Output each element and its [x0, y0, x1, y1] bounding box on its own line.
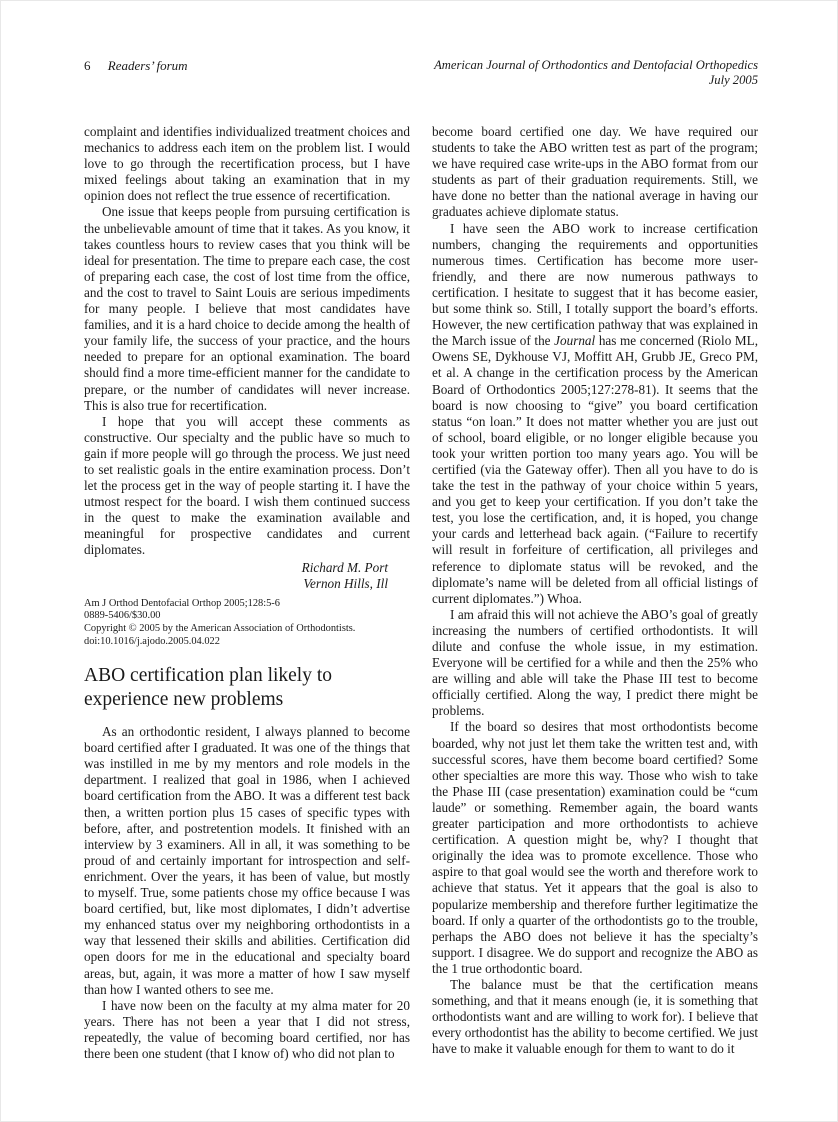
right-column — [432, 124, 758, 1062]
paragraph: As an orthodontic resident, I always planned to become board certified after I graduated. It was one of the things that was instilled in me by my mentors and role models in the department. I realized that goal in 1986, when I achieved board certification from the ABO. It was a different test back then, a written portion plus 15 cases of specific types with before, after, and postretention models. It finished with an interview by 3 examiners. All in all, it was something to be proud of and certainly important for introspection and self-enrichment. Over the years, it has been of value, but mostly to myself. True, some patients chose my office because I was board certified, but, like most diplomates, I didn’t advertise my enhanced status over my neighboring orthodontists in a way that lessened their skills and abilities. Certification did open doors for me in the educational and specialty board areas, but, again, it was more a matter of how I saw myself than how I wanted others to see me. — [84, 724, 410, 997]
paragraph: become board certified one day. We have required our students to take the ABO written test as part of the program; we have required case write-ups in the ABO format from our students as part of their graduation requirements. Still, we have done no better than the national average in having our graduates achieve diplomate status. — [432, 124, 758, 220]
paragraph: I am afraid this will not achieve the ABO’s goal of greatly increasing the numbers of certified orthodontists. It will dilute and confuse the whole issue, in my estimation. Everyone will be certified for a while and then the 25% who are willing and able will take the Phase III test to become officially certified. Along the way, I predict there might be problems. — [432, 606, 758, 719]
journal-title: American Journal of Orthodontics and Dentofacial Orthopedics — [434, 58, 758, 72]
paragraph: The balance must be that the certification means something, and that it means enough (ie, it is something that orthodontists want and are willing to work for). I believe that every orthodontist has the ability to become certified. We just have to make it valuable enough for them to want to do it — [432, 976, 758, 1057]
citation-block — [84, 598, 410, 648]
paragraph-text: I have seen the ABO work to increase certification numbers, changing the requirements and opportunities numerous times. Certification has become more user-friendly, and there are now numerous pathways to certification. I hesitate to suggest that it has become easier, but some think so. Still, I totally support the board’s efforts. However, the new certification pathway that was explained in the March issue of the — [432, 220, 758, 349]
paragraph: If the board so desires that most orthodontists become boarded, why not just let them take the written test and, with successful scores, have them become board certified? Some other specialties are more this way. Those who wish to take the Phase III (case presentation) examination could be “cum laude” or something. Remember again, the board wants greater participation and more orthodontists to achieve certification. A question might be, why? I thought that originally the idea was to promote excellence. Those who aspire to that goal would see the worth and therefore work to achieve that status. Yet it appears that the goal is also to popularize membership and therefore further legitimatize the board. If only a quarter of the orthodontists go to the trouble, perhaps the ABO does not believe it has the specialty’s support. I disagree. We do support and recognize the ABO as the 1 true orthodontic board. — [432, 719, 758, 976]
paragraph: One issue that keeps people from pursuing certification is the unbelievable amount of time that it takes. As you know, it takes countless hours to review cases that you think will be ideal for presentation. The time to prepare each case, the cost of preparing each case, the cost of lost time from the office, and the cost to travel to Saint Louis are serious impediments for many people. I believe that most candidates have families, and it is a hard choice to decide among the health of your family life, the success of your practice, and the hours needed to prepare for an optional examination. The board should find a more time-efficient manner for the candidate to prepare, or the number of candidates will never increase. This is also true for recertification. — [84, 204, 410, 413]
paragraph: complaint and identifies individualized treatment choices and mechanics to address each item on the problem list. I would love to go through the recertification process, but I have mixed feelings about taking an examination that in my opinion does not reflect the true essence of recertification. — [84, 124, 410, 204]
signature-name: Richard M. Port — [301, 559, 388, 575]
paragraph: I hope that you will accept these comments as constructive. Our specialty and the public have so much to gain if more people will go through the process. We just need to set realistic goals in the entire examination process. Don’t let the process get in the way of people starting it. I have the utmost respect for the board. I wish them continued success in the quest to make the examination available and meaningful for prospective candidates and current diplomates. — [84, 413, 410, 558]
citation-line: Am J Orthod Dentofacial Orthop 2005;128:5-6 — [84, 597, 280, 609]
signature-location: Vernon Hills, Ill — [303, 575, 388, 591]
article-body — [84, 124, 758, 1062]
citation-line: 0889-5406/$30.00 — [84, 610, 161, 622]
citation-line: Copyright © 2005 by the American Association of Orthodontists. — [84, 622, 356, 634]
issue-date: July 2005 — [708, 73, 758, 87]
section-title: Readers’ forum — [107, 58, 188, 73]
article-title: ABO certification plan likely to experience new problems — [84, 665, 333, 711]
page-number: 6 — [84, 58, 91, 73]
paragraph: I have now been on the faculty at my alma mater for 20 years. There has not been a year that I did not stress, repeatedly, the value of becoming board certified, nor has there been one student (that I know of) who did not plan to — [84, 997, 410, 1061]
running-head-right — [434, 58, 758, 88]
running-head-left — [84, 58, 188, 74]
journal-name-italic: Journal — [554, 333, 596, 349]
signature-block — [84, 560, 410, 592]
paragraph-text: has me concerned (Riolo ML, Owens SE, Dykhouse VJ, Moffitt AH, Grubb JE, Greco PM, et al. A change in the certification process by the American Board of Orthodontics 2005;127:278-81). It seems that the board is now choosing to “give” you board certification status “on loan.” It does not matter whether you are just out of school, board eligible, or no longer eligible because you took your written portion too many years ago. You will be certified (via the Gateway offer). Then all you have to do is take the test in the pathway of your choice within 5 years, and you get to keep your certification. If you don’t take the test, you lose the certification, and, it is hoped, you change your cards and letterhead back again. (“Failure to recertify will result in forfeiture of certification, all privileges and reference to diplomate status will be revoked, and the diplomate’s name will be deleted from all official listings of current diplomates.”) Whoa. — [432, 333, 758, 606]
citation-doi: doi:10.1016/j.ajodo.2005.04.022 — [84, 635, 220, 647]
left-column — [84, 124, 410, 1062]
page-header — [84, 58, 758, 88]
paragraph — [432, 221, 758, 607]
